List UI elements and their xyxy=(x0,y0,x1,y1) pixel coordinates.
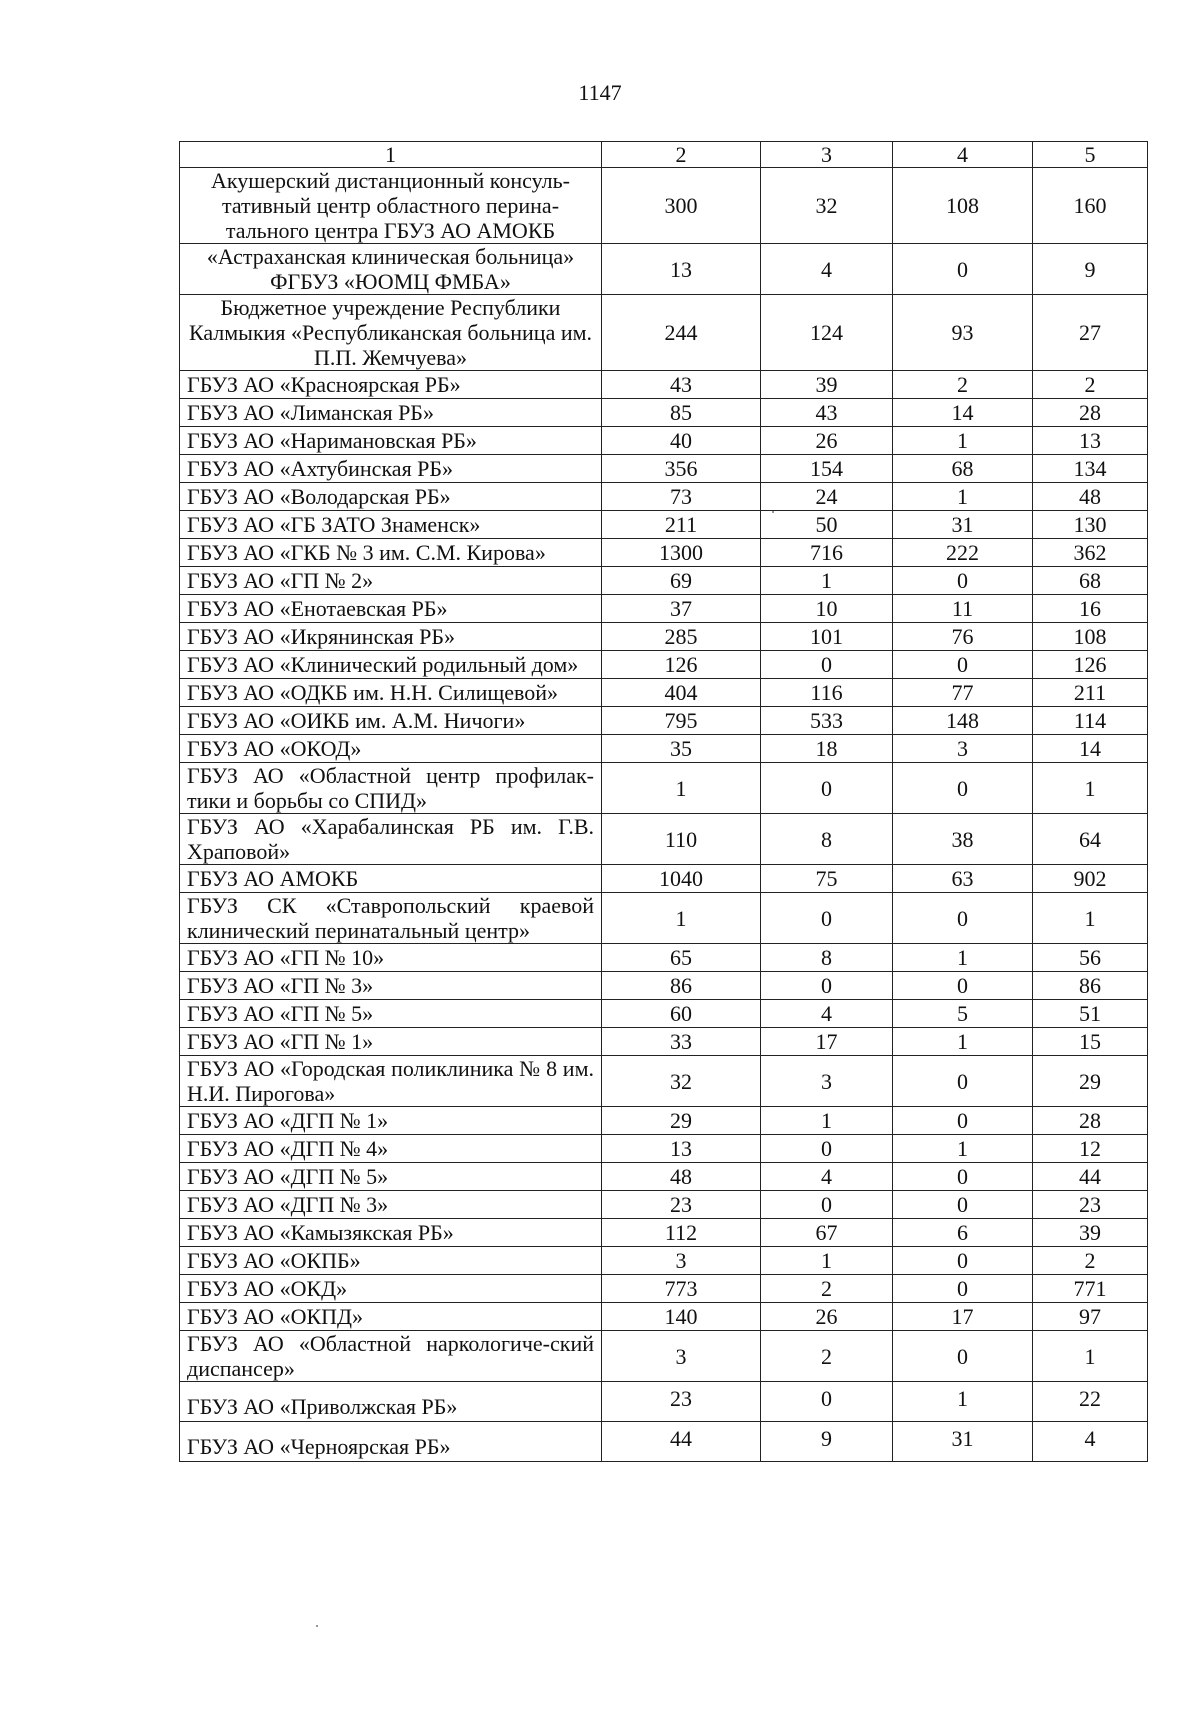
value-cell-col-5: 108 xyxy=(1033,623,1148,651)
table-row xyxy=(180,539,1148,567)
column-header: 2 xyxy=(602,142,761,168)
table-row xyxy=(180,735,1148,763)
value-cell-col-5: 68 xyxy=(1033,567,1148,595)
value-cell-col-5: 44 xyxy=(1033,1163,1148,1191)
table-row xyxy=(180,763,1148,814)
value-cell-col-2: 23 xyxy=(602,1382,761,1422)
value-cell-col-5: 1 xyxy=(1033,1331,1148,1382)
value-cell-col-5: 28 xyxy=(1033,399,1148,427)
value-cell-col-5: 160 xyxy=(1033,168,1148,244)
table-row xyxy=(180,1163,1148,1191)
value-cell-col-4: 0 xyxy=(893,1107,1033,1135)
value-cell-col-2: 1 xyxy=(602,893,761,944)
value-cell-col-4: 1 xyxy=(893,1135,1033,1163)
value-cell-col-4: 0 xyxy=(893,1275,1033,1303)
value-cell-col-2: 65 xyxy=(602,944,761,972)
value-cell-col-3: 75 xyxy=(761,865,893,893)
table-row xyxy=(180,483,1148,511)
value-cell-col-4: 0 xyxy=(893,893,1033,944)
value-cell-col-2: 110 xyxy=(602,814,761,865)
value-cell-col-5: 114 xyxy=(1033,707,1148,735)
value-cell-col-4: 108 xyxy=(893,168,1033,244)
value-cell-col-5: 12 xyxy=(1033,1135,1148,1163)
value-cell-col-2: 73 xyxy=(602,483,761,511)
value-cell-col-3: 8 xyxy=(761,814,893,865)
value-cell-col-3: 0 xyxy=(761,763,893,814)
value-cell-col-4: 38 xyxy=(893,814,1033,865)
organization-name-cell: ГБУЗ АО «ОДКБ им. Н.Н. Силищевой» xyxy=(180,679,602,707)
value-cell-col-2: 48 xyxy=(602,1163,761,1191)
value-cell-col-4: 0 xyxy=(893,1191,1033,1219)
value-cell-col-5: 1 xyxy=(1033,893,1148,944)
value-cell-col-5: 362 xyxy=(1033,539,1148,567)
value-cell-col-5: 1 xyxy=(1033,763,1148,814)
value-cell-col-2: 773 xyxy=(602,1275,761,1303)
value-cell-col-2: 13 xyxy=(602,1135,761,1163)
table-row xyxy=(180,595,1148,623)
value-cell-col-4: 0 xyxy=(893,972,1033,1000)
value-cell-col-4: 0 xyxy=(893,1163,1033,1191)
table-row xyxy=(180,1191,1148,1219)
value-cell-col-2: 40 xyxy=(602,427,761,455)
value-cell-col-3: 3 xyxy=(761,1056,893,1107)
value-cell-col-2: 44 xyxy=(602,1422,761,1462)
value-cell-col-2: 35 xyxy=(602,735,761,763)
table-row xyxy=(180,427,1148,455)
value-cell-col-3: 24 xyxy=(761,483,893,511)
value-cell-col-2: 795 xyxy=(602,707,761,735)
value-cell-col-2: 3 xyxy=(602,1331,761,1382)
organization-name-cell: ГБУЗ АО «Областной наркологиче-ский диспансер» xyxy=(180,1331,602,1382)
value-cell-col-4: 77 xyxy=(893,679,1033,707)
value-cell-col-3: 32 xyxy=(761,168,893,244)
table-row xyxy=(180,168,1148,244)
table-row xyxy=(180,1331,1148,1382)
value-cell-col-3: 1 xyxy=(761,1247,893,1275)
table-row xyxy=(180,972,1148,1000)
value-cell-col-2: 86 xyxy=(602,972,761,1000)
table-row xyxy=(180,1303,1148,1331)
value-cell-col-3: 26 xyxy=(761,427,893,455)
value-cell-col-2: 60 xyxy=(602,1000,761,1028)
scan-speck xyxy=(316,1625,318,1627)
table-header xyxy=(180,142,1148,168)
table-row xyxy=(180,511,1148,539)
value-cell-col-3: 1 xyxy=(761,567,893,595)
value-cell-col-3: 18 xyxy=(761,735,893,763)
value-cell-col-3: 0 xyxy=(761,1382,893,1422)
organization-name-cell: ГБУЗ АО «ОИКБ им. А.М. Ничоги» xyxy=(180,707,602,735)
table-row xyxy=(180,1382,1148,1422)
value-cell-col-3: 8 xyxy=(761,944,893,972)
value-cell-col-5: 126 xyxy=(1033,651,1148,679)
value-cell-col-2: 3 xyxy=(602,1247,761,1275)
value-cell-col-4: 11 xyxy=(893,595,1033,623)
organization-name-cell: ГБУЗ АО «ГКБ № 3 им. С.М. Кирова» xyxy=(180,539,602,567)
value-cell-col-4: 1 xyxy=(893,483,1033,511)
value-cell-col-5: 9 xyxy=(1033,244,1148,295)
header-row xyxy=(180,142,1148,168)
organization-name-cell: ГБУЗ АО «ОКД» xyxy=(180,1275,602,1303)
organization-name-cell: ГБУЗ АО «ГП № 1» xyxy=(180,1028,602,1056)
value-cell-col-5: 51 xyxy=(1033,1000,1148,1028)
value-cell-col-2: 23 xyxy=(602,1191,761,1219)
organization-name-cell: ГБУЗ АО «Красноярская РБ» xyxy=(180,371,602,399)
organization-name-cell: ГБУЗ АО «ГП № 10» xyxy=(180,944,602,972)
table-row xyxy=(180,1275,1148,1303)
organization-name-cell: ГБУЗ АО «Володарская РБ» xyxy=(180,483,602,511)
value-cell-col-2: 112 xyxy=(602,1219,761,1247)
value-cell-col-3: 17 xyxy=(761,1028,893,1056)
value-cell-col-2: 43 xyxy=(602,371,761,399)
value-cell-col-2: 356 xyxy=(602,455,761,483)
value-cell-col-5: 29 xyxy=(1033,1056,1148,1107)
value-cell-col-3: 0 xyxy=(761,651,893,679)
value-cell-col-3: 67 xyxy=(761,1219,893,1247)
organization-name-cell: ГБУЗ АО «Областной центр профилак-тики и борьбы со СПИД» xyxy=(180,763,602,814)
value-cell-col-4: 0 xyxy=(893,763,1033,814)
value-cell-col-5: 97 xyxy=(1033,1303,1148,1331)
column-header: 4 xyxy=(893,142,1033,168)
table-row xyxy=(180,651,1148,679)
table-row xyxy=(180,893,1148,944)
value-cell-col-3: 39 xyxy=(761,371,893,399)
value-cell-col-5: 39 xyxy=(1033,1219,1148,1247)
organization-name-cell: ГБУЗ АО «ГП № 5» xyxy=(180,1000,602,1028)
value-cell-col-5: 27 xyxy=(1033,295,1148,371)
organization-name-cell: ГБУЗ АО «ОКОД» xyxy=(180,735,602,763)
value-cell-col-3: 50 xyxy=(761,511,893,539)
organization-name-cell: ГБУЗ АО «ДГП № 5» xyxy=(180,1163,602,1191)
value-cell-col-2: 32 xyxy=(602,1056,761,1107)
value-cell-col-4: 0 xyxy=(893,244,1033,295)
organization-name-cell: ГБУЗ АО «ДГП № 3» xyxy=(180,1191,602,1219)
value-cell-col-4: 68 xyxy=(893,455,1033,483)
value-cell-col-3: 26 xyxy=(761,1303,893,1331)
value-cell-col-3: 4 xyxy=(761,1000,893,1028)
table-row xyxy=(180,1107,1148,1135)
value-cell-col-4: 0 xyxy=(893,567,1033,595)
value-cell-col-3: 0 xyxy=(761,972,893,1000)
value-cell-col-3: 101 xyxy=(761,623,893,651)
organization-name-cell: Бюджетное учреждение Республики Калмыкия «Республиканская больница им. П.П. Жемчуева» xyxy=(180,295,602,371)
value-cell-col-2: 140 xyxy=(602,1303,761,1331)
value-cell-col-2: 33 xyxy=(602,1028,761,1056)
value-cell-col-2: 126 xyxy=(602,651,761,679)
value-cell-col-4: 0 xyxy=(893,1331,1033,1382)
value-cell-col-5: 48 xyxy=(1033,483,1148,511)
scan-speck xyxy=(772,511,774,513)
value-cell-col-3: 2 xyxy=(761,1331,893,1382)
value-cell-col-4: 2 xyxy=(893,371,1033,399)
data-table xyxy=(179,141,1148,1462)
value-cell-col-2: 29 xyxy=(602,1107,761,1135)
organization-name-cell: ГБУЗ АО «Лиманская РБ» xyxy=(180,399,602,427)
value-cell-col-2: 85 xyxy=(602,399,761,427)
table-row xyxy=(180,679,1148,707)
value-cell-col-2: 285 xyxy=(602,623,761,651)
value-cell-col-5: 4 xyxy=(1033,1422,1148,1462)
value-cell-col-5: 15 xyxy=(1033,1028,1148,1056)
value-cell-col-4: 17 xyxy=(893,1303,1033,1331)
table-row xyxy=(180,567,1148,595)
organization-name-cell: ГБУЗ АО «ДГП № 1» xyxy=(180,1107,602,1135)
organization-name-cell: ГБУЗ АО «ГБ ЗАТО Знаменск» xyxy=(180,511,602,539)
organization-name-cell: ГБУЗ АО «ДГП № 4» xyxy=(180,1135,602,1163)
table-row xyxy=(180,814,1148,865)
table-row xyxy=(180,295,1148,371)
value-cell-col-3: 124 xyxy=(761,295,893,371)
value-cell-col-4: 93 xyxy=(893,295,1033,371)
table-row xyxy=(180,1135,1148,1163)
value-cell-col-5: 2 xyxy=(1033,371,1148,399)
value-cell-col-3: 116 xyxy=(761,679,893,707)
value-cell-col-5: 22 xyxy=(1033,1382,1148,1422)
value-cell-col-4: 1 xyxy=(893,1382,1033,1422)
table-row xyxy=(180,623,1148,651)
value-cell-col-2: 404 xyxy=(602,679,761,707)
value-cell-col-3: 2 xyxy=(761,1275,893,1303)
value-cell-col-2: 1 xyxy=(602,763,761,814)
value-cell-col-5: 23 xyxy=(1033,1191,1148,1219)
table-row xyxy=(180,1422,1148,1462)
value-cell-col-3: 10 xyxy=(761,595,893,623)
organization-name-cell: ГБУЗ АО «Енотаевская РБ» xyxy=(180,595,602,623)
table-row xyxy=(180,1000,1148,1028)
table-row xyxy=(180,399,1148,427)
organization-name-cell: ГБУЗ АО «Харабалинская РБ им. Г.В. Храповой» xyxy=(180,814,602,865)
value-cell-col-4: 0 xyxy=(893,1247,1033,1275)
value-cell-col-4: 31 xyxy=(893,1422,1033,1462)
value-cell-col-5: 134 xyxy=(1033,455,1148,483)
page-number: 1147 xyxy=(578,80,622,105)
value-cell-col-2: 13 xyxy=(602,244,761,295)
value-cell-col-5: 86 xyxy=(1033,972,1148,1000)
organization-name-cell: ГБУЗ АО АМОКБ xyxy=(180,865,602,893)
value-cell-col-5: 13 xyxy=(1033,427,1148,455)
value-cell-col-3: 533 xyxy=(761,707,893,735)
value-cell-col-3: 0 xyxy=(761,1135,893,1163)
organization-name-cell: «Астраханская клиническая больница» ФГБУЗ «ЮОМЦ ФМБА» xyxy=(180,244,602,295)
table-row xyxy=(180,1247,1148,1275)
table-body xyxy=(180,168,1148,1462)
value-cell-col-4: 3 xyxy=(893,735,1033,763)
value-cell-col-2: 69 xyxy=(602,567,761,595)
organization-name-cell: ГБУЗ АО «Икрянинская РБ» xyxy=(180,623,602,651)
value-cell-col-2: 1040 xyxy=(602,865,761,893)
table-row xyxy=(180,244,1148,295)
value-cell-col-3: 9 xyxy=(761,1422,893,1462)
table-row xyxy=(180,1219,1148,1247)
organization-name-cell: ГБУЗ АО «Ахтубинская РБ» xyxy=(180,455,602,483)
table-row xyxy=(180,1028,1148,1056)
value-cell-col-3: 1 xyxy=(761,1107,893,1135)
column-header: 5 xyxy=(1033,142,1148,168)
table-row xyxy=(180,865,1148,893)
table-row xyxy=(180,707,1148,735)
value-cell-col-5: 14 xyxy=(1033,735,1148,763)
value-cell-col-4: 31 xyxy=(893,511,1033,539)
value-cell-col-5: 64 xyxy=(1033,814,1148,865)
table-row xyxy=(180,371,1148,399)
table-row xyxy=(180,944,1148,972)
value-cell-col-4: 1 xyxy=(893,944,1033,972)
column-header: 3 xyxy=(761,142,893,168)
value-cell-col-4: 1 xyxy=(893,427,1033,455)
value-cell-col-4: 148 xyxy=(893,707,1033,735)
organization-name-cell: ГБУЗ АО «Камызякская РБ» xyxy=(180,1219,602,1247)
value-cell-col-4: 0 xyxy=(893,1056,1033,1107)
value-cell-col-5: 130 xyxy=(1033,511,1148,539)
value-cell-col-5: 16 xyxy=(1033,595,1148,623)
value-cell-col-4: 222 xyxy=(893,539,1033,567)
value-cell-col-2: 300 xyxy=(602,168,761,244)
value-cell-col-3: 0 xyxy=(761,893,893,944)
organization-name-cell: ГБУЗ АО «Наримановская РБ» xyxy=(180,427,602,455)
value-cell-col-4: 1 xyxy=(893,1028,1033,1056)
value-cell-col-2: 1300 xyxy=(602,539,761,567)
value-cell-col-3: 716 xyxy=(761,539,893,567)
value-cell-col-3: 43 xyxy=(761,399,893,427)
value-cell-col-4: 5 xyxy=(893,1000,1033,1028)
organization-name-cell: ГБУЗ АО «Черноярская РБ» xyxy=(180,1422,602,1462)
value-cell-col-5: 902 xyxy=(1033,865,1148,893)
value-cell-col-3: 0 xyxy=(761,1191,893,1219)
value-cell-col-3: 4 xyxy=(761,244,893,295)
organization-name-cell: ГБУЗ АО «ГП № 2» xyxy=(180,567,602,595)
value-cell-col-5: 771 xyxy=(1033,1275,1148,1303)
column-header: 1 xyxy=(180,142,602,168)
organization-name-cell: ГБУЗ АО «ОКПД» xyxy=(180,1303,602,1331)
value-cell-col-5: 56 xyxy=(1033,944,1148,972)
value-cell-col-4: 63 xyxy=(893,865,1033,893)
organization-name-cell: ГБУЗ АО «Клинический родильный дом» xyxy=(180,651,602,679)
organization-name-cell: Акушерский дистанционный консуль-тативный центр областного перина-тального центра ГБУЗ АО АМОКБ xyxy=(180,168,602,244)
value-cell-col-3: 154 xyxy=(761,455,893,483)
value-cell-col-4: 14 xyxy=(893,399,1033,427)
value-cell-col-2: 211 xyxy=(602,511,761,539)
value-cell-col-4: 76 xyxy=(893,623,1033,651)
value-cell-col-2: 37 xyxy=(602,595,761,623)
organization-name-cell: ГБУЗ АО «ГП № 3» xyxy=(180,972,602,1000)
table-row xyxy=(180,455,1148,483)
organization-name-cell: ГБУЗ АО «Приволжская РБ» xyxy=(180,1382,602,1422)
value-cell-col-2: 244 xyxy=(602,295,761,371)
value-cell-col-5: 211 xyxy=(1033,679,1148,707)
value-cell-col-5: 2 xyxy=(1033,1247,1148,1275)
organization-name-cell: ГБУЗ СК «Ставропольский краевой клинический перинатальный центр» xyxy=(180,893,602,944)
value-cell-col-4: 0 xyxy=(893,651,1033,679)
value-cell-col-3: 4 xyxy=(761,1163,893,1191)
table-row xyxy=(180,1056,1148,1107)
organization-name-cell: ГБУЗ АО «Городская поликлиника № 8 им. Н.И. Пирогова» xyxy=(180,1056,602,1107)
value-cell-col-5: 28 xyxy=(1033,1107,1148,1135)
organization-name-cell: ГБУЗ АО «ОКПБ» xyxy=(180,1247,602,1275)
value-cell-col-4: 6 xyxy=(893,1219,1033,1247)
